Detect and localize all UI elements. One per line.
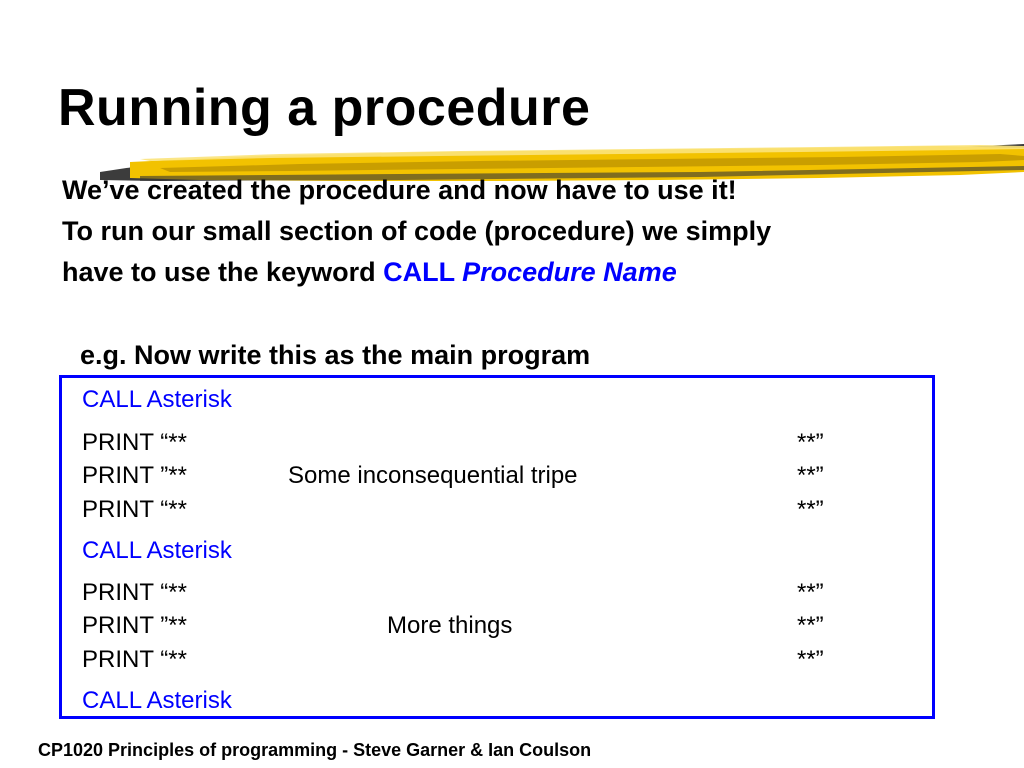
- print-start: PRINT “**: [82, 496, 187, 523]
- intro-line-2: To run our small section of code (procedure) we simply: [62, 216, 772, 246]
- print-end: **”: [797, 462, 824, 489]
- intro-line-1: We’ve created the procedure and now have to use it!: [62, 175, 737, 205]
- slide-title: Running a procedure: [58, 79, 591, 137]
- intro-text: [62, 170, 992, 293]
- code-print-line: [82, 461, 824, 491]
- code-print-line: [82, 645, 824, 675]
- print-start: PRINT “**: [82, 646, 187, 673]
- call-keyword: CALL: [383, 257, 455, 287]
- intro-line-3-text: have to use the keyword: [62, 257, 384, 287]
- code-box: [59, 375, 935, 719]
- print-end: **”: [797, 579, 824, 606]
- print-end: **”: [797, 429, 824, 456]
- code-print-line: [82, 495, 824, 525]
- code-call-line-2: CALL Asterisk: [82, 537, 232, 564]
- slide-footer: CP1020 Principles of programming - Steve Garner & Ian Coulson: [38, 740, 592, 760]
- code-print-line: [82, 428, 824, 458]
- example-label: e.g. Now write this as the main program: [80, 340, 591, 370]
- print-message: Some inconsequential tripe: [288, 462, 578, 489]
- print-end: **”: [797, 612, 824, 639]
- print-end: **”: [797, 496, 824, 523]
- print-start: PRINT ”**: [82, 462, 187, 489]
- code-call-line-1: CALL Asterisk: [82, 386, 232, 413]
- intro-line-3: [62, 252, 992, 293]
- print-start: PRINT “**: [82, 429, 187, 456]
- print-start: PRINT “**: [82, 579, 187, 606]
- code-call-line-3: CALL Asterisk: [82, 687, 232, 714]
- code-print-line: [82, 611, 824, 641]
- print-message: More things: [387, 612, 513, 639]
- print-end: **”: [797, 646, 824, 673]
- procedure-name-placeholder: Procedure Name: [462, 257, 677, 287]
- print-start: PRINT ”**: [82, 612, 187, 639]
- code-print-line: [82, 578, 824, 608]
